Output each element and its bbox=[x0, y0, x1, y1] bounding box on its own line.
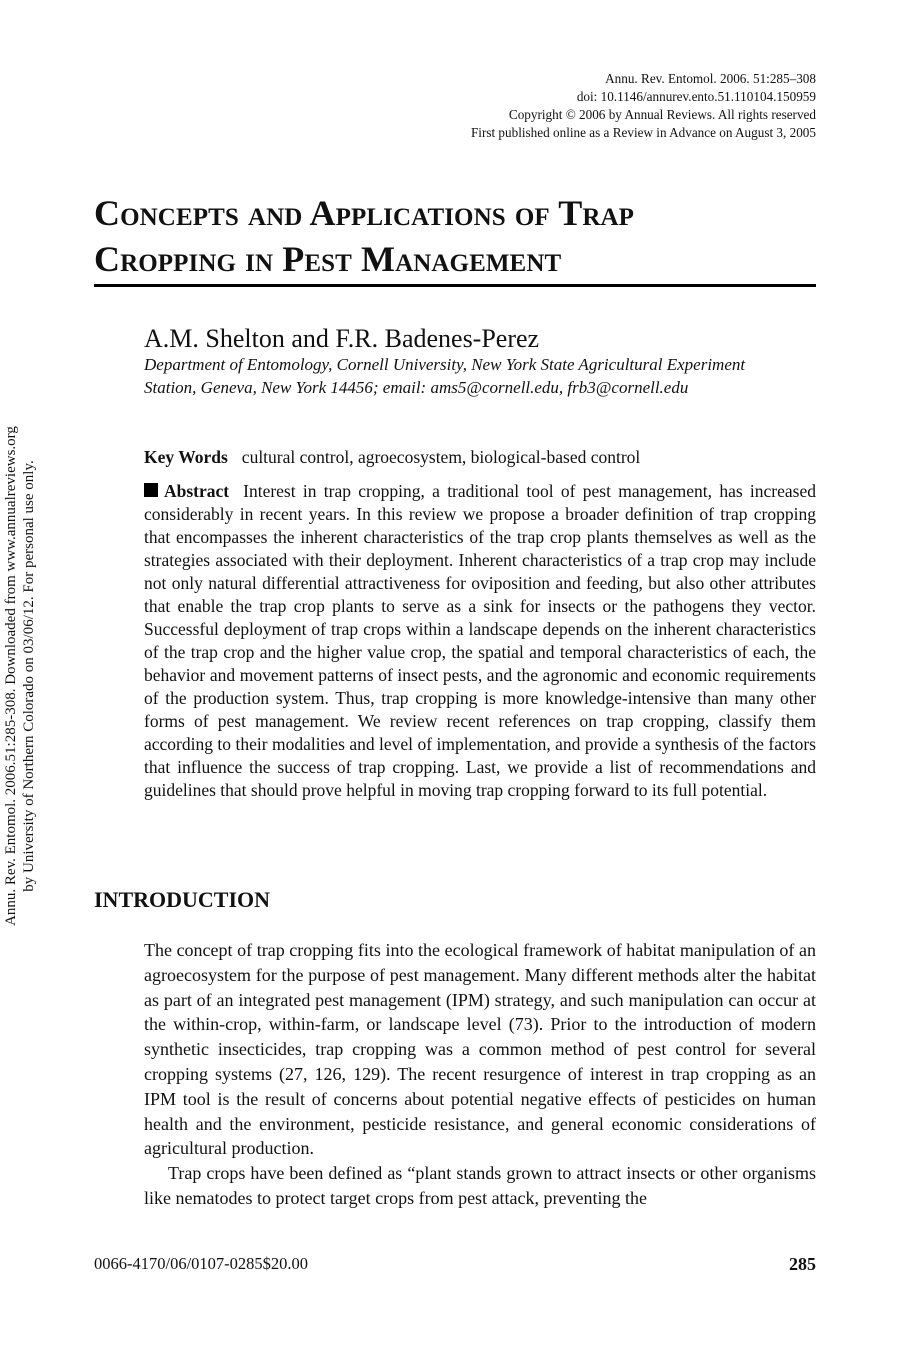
download-notice-text bbox=[2, 396, 38, 956]
article-title bbox=[94, 190, 817, 282]
title-line-1: Concepts and Applications of Trap bbox=[94, 193, 635, 233]
journal-metadata bbox=[471, 70, 816, 142]
key-words-label: Key Words bbox=[144, 447, 228, 467]
citation-line: Annu. Rev. Entomol. 2006. 51:285–308 bbox=[605, 71, 816, 86]
article-code: 0066-4170/06/0107-0285$20.00 bbox=[94, 1254, 309, 1273]
affiliation-line-1: Department of Entomology, Cornell University, New York State Agricultural Experiment bbox=[144, 355, 746, 374]
download-notice-line-1: Annu. Rev. Entomol. 2006.51:285-308. Downloaded from www.annualreviews.org bbox=[3, 426, 19, 926]
abstract bbox=[144, 480, 816, 802]
page-number: 285 bbox=[789, 1254, 816, 1274]
key-words bbox=[144, 445, 640, 469]
download-notice bbox=[2, 396, 42, 956]
body-paragraph: The concept of trap cropping fits into the ecological framework of habitat manipulation of an agroecosystem for the purpose of pest management. Many different methods alter the habitat as part of an integrated pest management (IPM) strategy, and such manipulation can occur at the within-crop, within-farm, or landscape level (73). Prior to the introduction of modern synthetic insecticides, trap cropping was a common method of pest control for several cropping systems (27, 126, 129). The recent resurgence of interest in trap cropping as an IPM tool is the result of concerns about potential negative effects of pesticides on human health and the environment, pesticide resistance, and general economic considerations of agricultural production. bbox=[144, 940, 816, 1159]
published-online-line: First published online as a Review in Advance on August 3, 2005 bbox=[470, 125, 816, 140]
affiliation-line-2: Station, Geneva, New York 14456; email: ams5@cornell.edu, frb3@cornell.edu bbox=[144, 378, 689, 397]
body-paragraph: Trap crops have been defined as “plant stands grown to attract insects or other organisms like nematodes to protect target crops from pest attack, preventing the bbox=[144, 1163, 816, 1208]
section-heading-introduction: INTRODUCTION bbox=[94, 887, 271, 912]
author-affiliation bbox=[144, 353, 824, 399]
abstract-label: Abstract bbox=[164, 481, 230, 501]
abstract-text: Interest in trap cropping, a traditional tool of pest management, has increased considerably in recent years. In this review we propose a broader definition of trap cropping that encompasses the inherent characteristics of the trap crop plants themselves as well as the strategies associated with their deployment. Inherent characteristics of a trap crop may include not only natural differential attractiveness for oviposition and feeding, but also other attributes that enable the trap crop plants to serve as a sink for insects or the pathogens they vector. Successful deployment of trap crops within a landscape depends on the inherent characteristics of the trap crop and the higher value crop, the spatial and temporal characteristics of each, the behavior and movement patterns of insect pests, and the agronomic and economic requirements of the production system. Thus, trap cropping is more knowledge-intensive than many other forms of pest management. We review recent references on trap cropping, classify them according to their modalities and level of implementation, and provide a synthesis of the factors that influence the success of trap cropping. Last, we provide a list of recommendations and guidelines that should prove helpful in moving trap cropping forward to its full potential. bbox=[144, 481, 816, 800]
download-notice-line-2: by University of Northern Colorado on 03/06/12. For personal use only. bbox=[21, 460, 37, 892]
doi-line: doi: 10.1146/annurev.ento.51.110104.150959 bbox=[576, 89, 816, 104]
title-divider bbox=[94, 284, 816, 287]
copyright-line: Copyright © 2006 by Annual Reviews. All rights reserved bbox=[508, 107, 816, 122]
square-bullet-icon bbox=[144, 483, 158, 497]
title-line-2: Cropping in Pest Management bbox=[94, 239, 562, 279]
key-words-text: cultural control, agroecosystem, biological-based control bbox=[241, 447, 641, 467]
introduction-body bbox=[144, 938, 816, 1211]
author-names: A.M. Shelton and F.R. Badenes-Perez bbox=[144, 324, 540, 353]
